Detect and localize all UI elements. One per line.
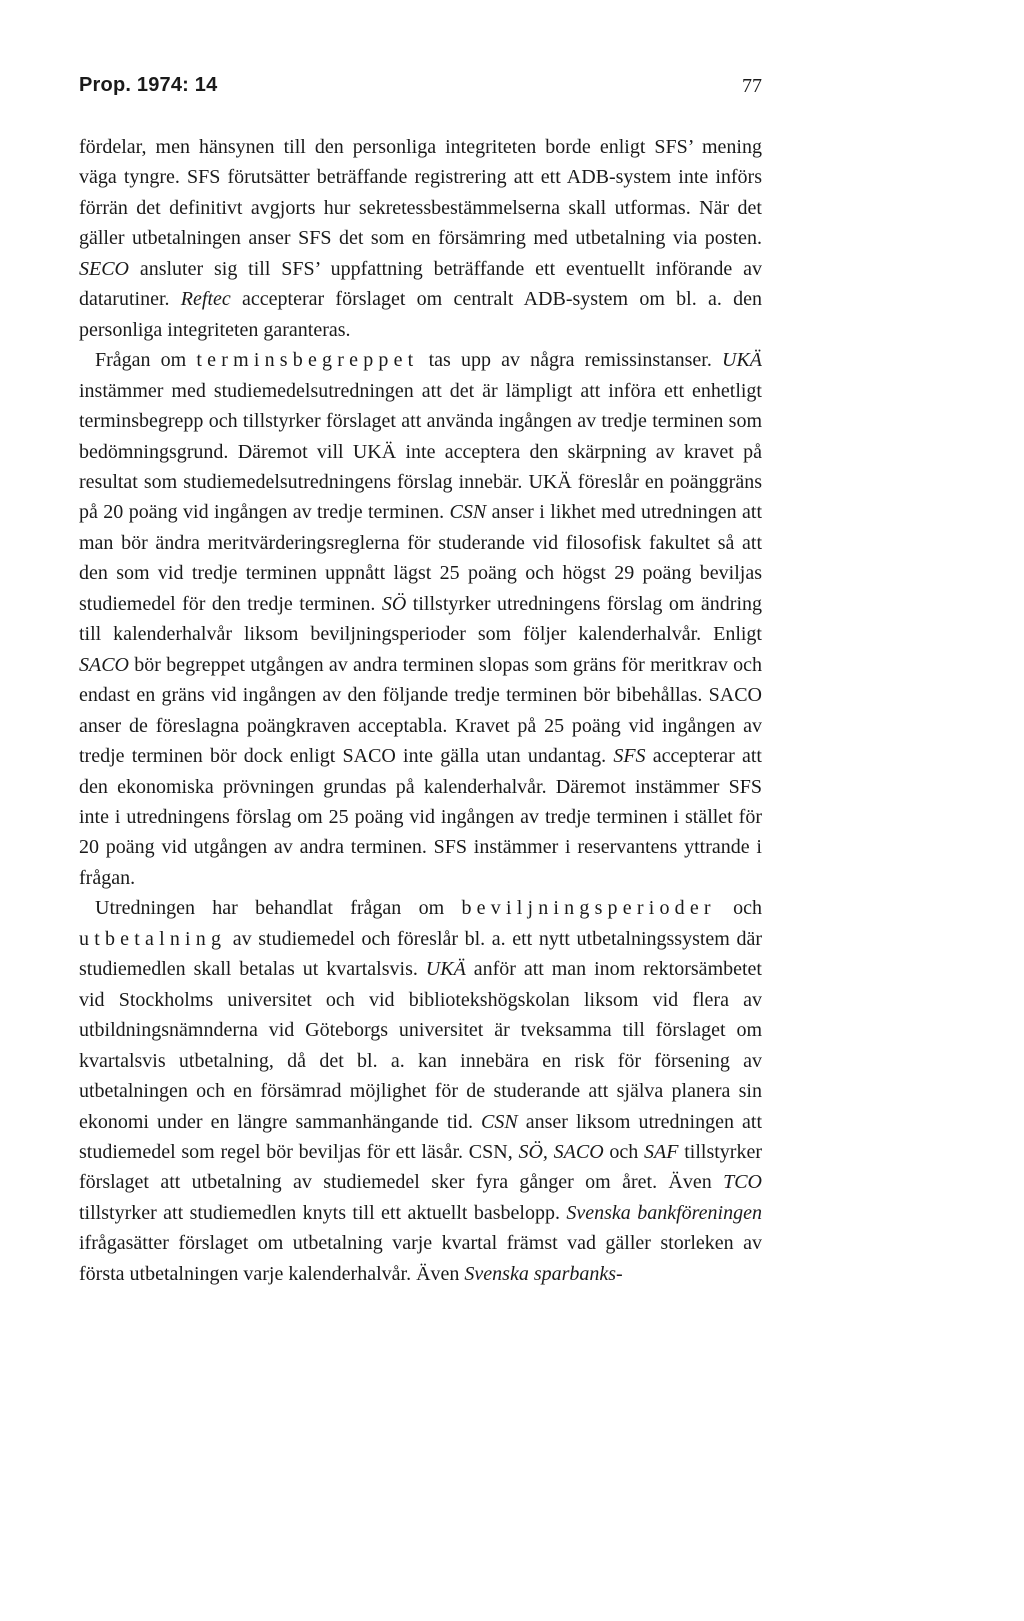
paragraph-1-org-reftec: Reftec bbox=[180, 288, 231, 311]
paragraph-1-text-2: ansluter sig till SFS’ uppfattning beträffande ett eventuellt införande av datarutiner. bbox=[79, 257, 762, 311]
paragraph-2-org-sfs: SFS bbox=[613, 745, 646, 768]
paragraph-3-text-2: och bbox=[715, 897, 762, 920]
paragraph-3-org-sparbanks: Svenska sparbanks- bbox=[464, 1262, 623, 1285]
paragraph-2-text-3: instämmer med studiemedelsutredningen att det är lämpligt att införa ett enhetligt terminsbegrepp och tillstyrker förslaget att använda ingången av tredje terminen som bedömningsgrund. Däremot vill UKÄ inte acceptera den skärpning av kravet på resultat som studiemedelsutredningens förslag innebär. UKÄ föreslår en poänggräns på 20 poäng vid ingången av tredje terminen. bbox=[79, 379, 762, 524]
page-header-title: Prop. 1974: 14 bbox=[79, 74, 218, 96]
paragraph-3-org-saf: SAF bbox=[644, 1140, 679, 1163]
paragraph-2-org-uka: UKÄ bbox=[722, 349, 763, 372]
paragraph-1-text-3: accepterar förslaget om centralt ADB-system om bl. a. den personliga integriteten garanteras. bbox=[79, 288, 762, 341]
paragraph-2-text-1: Frågan om bbox=[95, 349, 197, 372]
paragraph-2-text-4: anser i likhet med utredningen att man bör ändra meritvärderingsreglerna för studerande vid filosofisk fakultet så att den som vid tredje terminen uppnått lägst 25 poäng och högst 29 poäng beviljas studiemedel för den tredje terminen. bbox=[79, 501, 762, 615]
paragraph-2-text-6: bör begreppet utgången av andra terminen slopas som gräns för meritkrav och endast en gräns vid ingången av den följande tredje terminen bör bibehållas. SACO anser de föreslagna poängkraven acceptabla. Kravet på 25 poäng vid ingången av tredje terminen bör dock enligt SACO inte gälla utan undantag. bbox=[79, 653, 762, 768]
paragraph-3-text-1: Utredningen har behandlat frågan om bbox=[95, 897, 462, 920]
paragraph-3-text-9: ifrågasätter förslaget om utbetalning varje kvartal främst vad gäller storleken av första utbetalningen varje kalenderhalvår. Även bbox=[79, 1232, 762, 1285]
paragraph-3-text-3: av studiemedel och föreslår bl. a. ett nytt utbetalningssystem där studiemedlen skall betalas ut kvartalsvis. bbox=[79, 927, 762, 981]
paragraph-2-text-7: accepterar att den ekonomiska prövningen grundas på kalenderhalvår. Däremot instämmer SFS inte i utredningens förslag om 25 poäng vid ingången av tredje terminen i stället för 20 poäng vid utgången av andra terminen. SFS instämmer i reservantens yttrande i frågan. bbox=[79, 745, 762, 889]
paragraph-2-text-2: tas upp av några remissinstanser. bbox=[418, 349, 723, 372]
page-header bbox=[79, 72, 762, 112]
paragraph-3-org-so-saco: SÖ, SACO bbox=[518, 1140, 604, 1163]
paragraph-3-text-6: och bbox=[603, 1140, 645, 1163]
paragraph-3-org-tco: TCO bbox=[723, 1171, 762, 1194]
paragraph-2-org-csn: CSN bbox=[449, 501, 487, 524]
paragraph-3-text-7: tillstyrker förslaget att utbetalning av studiemedel sker fyra gånger om året. Även bbox=[79, 1140, 762, 1194]
document-page bbox=[79, 72, 762, 1289]
paragraph-3-spaced-term-1: beviljningsperioder bbox=[461, 897, 716, 920]
paragraph-3 bbox=[79, 893, 762, 1289]
paragraph-2-org-so: SÖ bbox=[381, 592, 407, 615]
page-number: 77 bbox=[742, 75, 762, 97]
paragraph-1 bbox=[79, 132, 762, 345]
paragraph-2-org-saco: SACO bbox=[79, 653, 129, 676]
paragraph-3-org-uka: UKÄ bbox=[425, 958, 466, 981]
paragraph-2-text-5: tillstyrker utredningens förslag om ändring till kalenderhalvår liksom beviljningsperioder som följer kalenderhalvår. Enligt bbox=[79, 592, 763, 646]
paragraph-3-org-bankforeningen: Svenska bankföreningen bbox=[566, 1201, 762, 1224]
paragraph-3-org-csn: CSN bbox=[481, 1110, 518, 1133]
paragraph-2-spaced-term: terminsbegreppet bbox=[196, 349, 419, 372]
paragraph-3-text-5: anser liksom utredningen att studiemedel som regel bör beviljas för ett läsår. CSN, bbox=[79, 1110, 762, 1163]
paragraph-2 bbox=[79, 345, 762, 893]
body-text bbox=[79, 132, 762, 1289]
paragraph-3-text-8: tillstyrker att studiemedlen knyts till ett aktuellt basbelopp. bbox=[79, 1201, 567, 1224]
paragraph-1-text-1: fördelar, men hänsynen till den personliga integriteten borde enligt SFS’ mening väga tyngre. SFS förutsätter beträffande registrering att ett ADB-system inte införs förrän det definitivt avgjorts hur sekretessbestämmelserna skall utformas. När det gäller utbetalningen anser SFS det som en försämring med utbetalning via posten. bbox=[79, 136, 762, 250]
paragraph-3-spaced-term-2: utbetalning bbox=[79, 927, 227, 950]
paragraph-3-text-4: anför att man inom rektorsämbetet vid Stockholms universitet och vid bibliotekshögskolan liksom vid flera av utbildningsnämnderna vid Göteborgs universitet är tveksamma till förslaget om kvartalsvis utbetalning, då det bl. a. kan innebära en risk för försening av utbetalningen och en försämrad möjlighet för de studerande att själva planera sin ekonomi under en längre sammanhängande tid. bbox=[79, 958, 762, 1133]
paragraph-1-org-seco: SECO bbox=[79, 257, 129, 280]
